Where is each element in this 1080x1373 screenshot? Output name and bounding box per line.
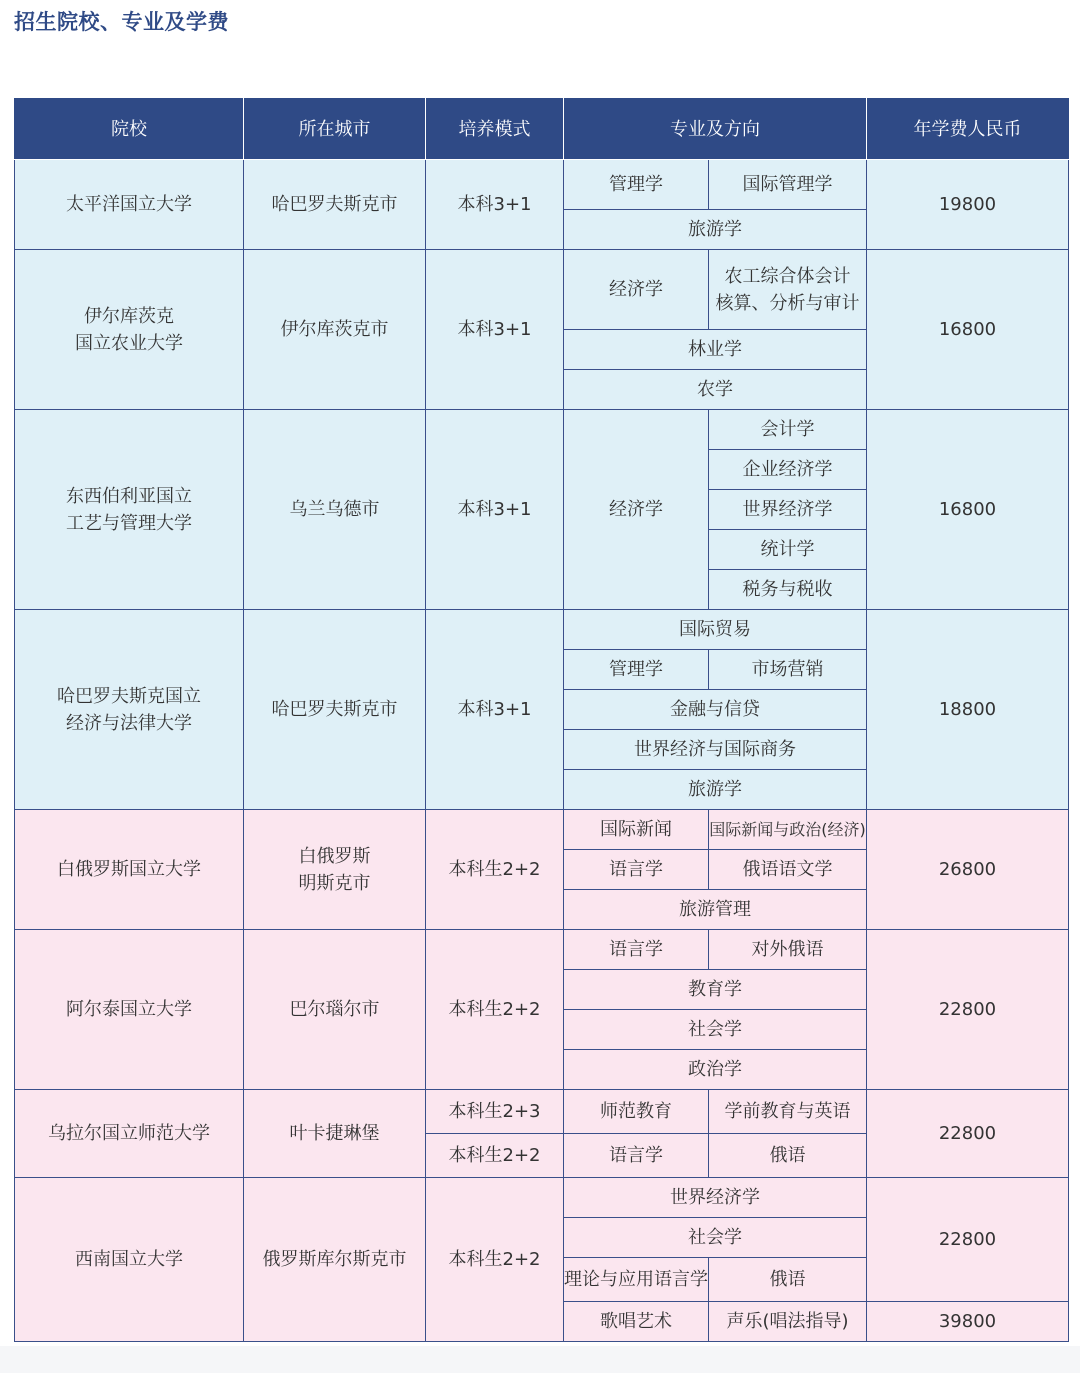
school-name-line1: 哈巴罗夫斯克国立 — [57, 685, 201, 707]
major-direction-cell: 市场营销 — [709, 650, 867, 690]
school-name-line2: 经济与法律大学 — [66, 712, 192, 734]
study-mode: 本科3+1 — [426, 410, 564, 610]
major-cell: 管理学 — [564, 160, 709, 210]
school-name-line1: 伊尔库茨克 — [84, 305, 174, 327]
tuition-fee: 22800 — [867, 1178, 1069, 1302]
major-direction-cell: 统计学 — [709, 530, 867, 570]
tuition-fee: 19800 — [867, 160, 1069, 250]
tuition-fee: 16800 — [867, 250, 1069, 410]
header-mode: 培养模式 — [426, 99, 564, 160]
header-row — [15, 99, 1069, 160]
school-name-line1: 东西伯利亚国立 — [66, 485, 192, 507]
school-city: 俄罗斯库尔斯克市 — [244, 1178, 426, 1342]
table-row — [15, 1178, 1069, 1218]
school-name: 太平洋国立大学 — [15, 160, 244, 250]
study-mode: 本科3+1 — [426, 250, 564, 410]
major-cell: 语言学 — [564, 930, 709, 970]
school-name: 白俄罗斯国立大学 — [15, 810, 244, 930]
major-direction-cell: 世界经济学 — [709, 490, 867, 530]
school-name — [15, 610, 244, 810]
school-name: 西南国立大学 — [15, 1178, 244, 1342]
city-line2: 明斯克市 — [298, 872, 371, 894]
major-direction-cell: 俄语语文学 — [709, 850, 867, 890]
major-direction-cell: 会计学 — [709, 410, 867, 450]
header-city: 所在城市 — [244, 99, 426, 160]
major-cell: 旅游学 — [564, 770, 867, 810]
school-name: 乌拉尔国立师范大学 — [15, 1090, 244, 1178]
major-direction-cell: 俄语 — [709, 1134, 867, 1178]
major-direction-cell: 俄语 — [709, 1258, 867, 1302]
major-cell: 教育学 — [564, 970, 867, 1010]
major-direction-cell: 学前教育与英语 — [709, 1090, 867, 1134]
major-cell: 农学 — [564, 370, 867, 410]
header-school: 院校 — [15, 99, 244, 160]
study-mode: 本科生2+2 — [426, 1178, 564, 1342]
school-name-line2: 工艺与管理大学 — [66, 512, 192, 534]
study-mode: 本科生2+2 — [426, 810, 564, 930]
table-row — [15, 410, 1069, 450]
school-city: 乌兰乌德市 — [244, 410, 426, 610]
major-cell: 世界经济学 — [564, 1178, 867, 1218]
tuition-fee: 39800 — [867, 1302, 1069, 1342]
major-direction-cell: 声乐(唱法指导) — [709, 1302, 867, 1342]
study-mode: 本科3+1 — [426, 610, 564, 810]
city-line1: 白俄罗斯 — [298, 845, 371, 867]
table-row — [15, 810, 1069, 850]
bottom-margin — [0, 1346, 1080, 1373]
tuition-fee: 18800 — [867, 610, 1069, 810]
major-direction-cell: 国际新闻与政治(经济) — [709, 810, 867, 850]
tuition-fee: 22800 — [867, 1090, 1069, 1178]
major-cell: 师范教育 — [564, 1090, 709, 1134]
school-city: 叶卡捷琳堡 — [244, 1090, 426, 1178]
direction-line2: 核算、分析与审计 — [715, 292, 860, 314]
school-name — [15, 410, 244, 610]
major-cell: 旅游管理 — [564, 890, 867, 930]
major-cell: 语言学 — [564, 1134, 709, 1178]
school-name — [15, 250, 244, 410]
major-cell: 世界经济与国际商务 — [564, 730, 867, 770]
major-direction-cell: 企业经济学 — [709, 450, 867, 490]
school-city: 伊尔库茨克市 — [244, 250, 426, 410]
major-direction-cell: 税务与税收 — [709, 570, 867, 610]
major-cell: 理论与应用语言学 — [564, 1258, 709, 1302]
major-direction-cell: 对外俄语 — [709, 930, 867, 970]
study-mode: 本科生2+3 — [426, 1090, 564, 1134]
major-cell: 林业学 — [564, 330, 867, 370]
school-city: 哈巴罗夫斯克市 — [244, 610, 426, 810]
school-city: 巴尔瑙尔市 — [244, 930, 426, 1090]
school-name-line2: 国立农业大学 — [75, 332, 183, 354]
table-row — [15, 1090, 1069, 1134]
major-direction-cell — [709, 250, 867, 330]
header-major: 专业及方向 — [564, 99, 867, 160]
major-cell: 国际新闻 — [564, 810, 709, 850]
school-city: 哈巴罗夫斯克市 — [244, 160, 426, 250]
table-row — [15, 250, 1069, 330]
table-row — [15, 160, 1069, 210]
major-direction-cell: 国际管理学 — [709, 160, 867, 210]
major-cell: 社会学 — [564, 1218, 867, 1258]
table-row — [15, 930, 1069, 970]
tuition-fee: 16800 — [867, 410, 1069, 610]
page-title: 招生院校、专业及学费 — [14, 10, 229, 34]
major-cell: 管理学 — [564, 650, 709, 690]
school-name: 阿尔泰国立大学 — [15, 930, 244, 1090]
admissions-table — [14, 98, 1069, 1342]
major-cell: 政治学 — [564, 1050, 867, 1090]
major-cell: 社会学 — [564, 1010, 867, 1050]
major-cell: 经济学 — [564, 410, 709, 610]
major-cell: 金融与信贷 — [564, 690, 867, 730]
major-cell: 语言学 — [564, 850, 709, 890]
major-cell: 旅游学 — [564, 210, 867, 250]
major-cell: 国际贸易 — [564, 610, 867, 650]
tuition-fee: 26800 — [867, 810, 1069, 930]
header-fee: 年学费人民币 — [867, 99, 1069, 160]
study-mode: 本科生2+2 — [426, 1134, 564, 1178]
major-cell: 歌唱艺术 — [564, 1302, 709, 1342]
major-cell: 经济学 — [564, 250, 709, 330]
study-mode: 本科3+1 — [426, 160, 564, 250]
study-mode: 本科生2+2 — [426, 930, 564, 1090]
table-row — [15, 610, 1069, 650]
school-city — [244, 810, 426, 930]
direction-line1: 农工综合体会计 — [724, 265, 851, 287]
tuition-fee: 22800 — [867, 930, 1069, 1090]
